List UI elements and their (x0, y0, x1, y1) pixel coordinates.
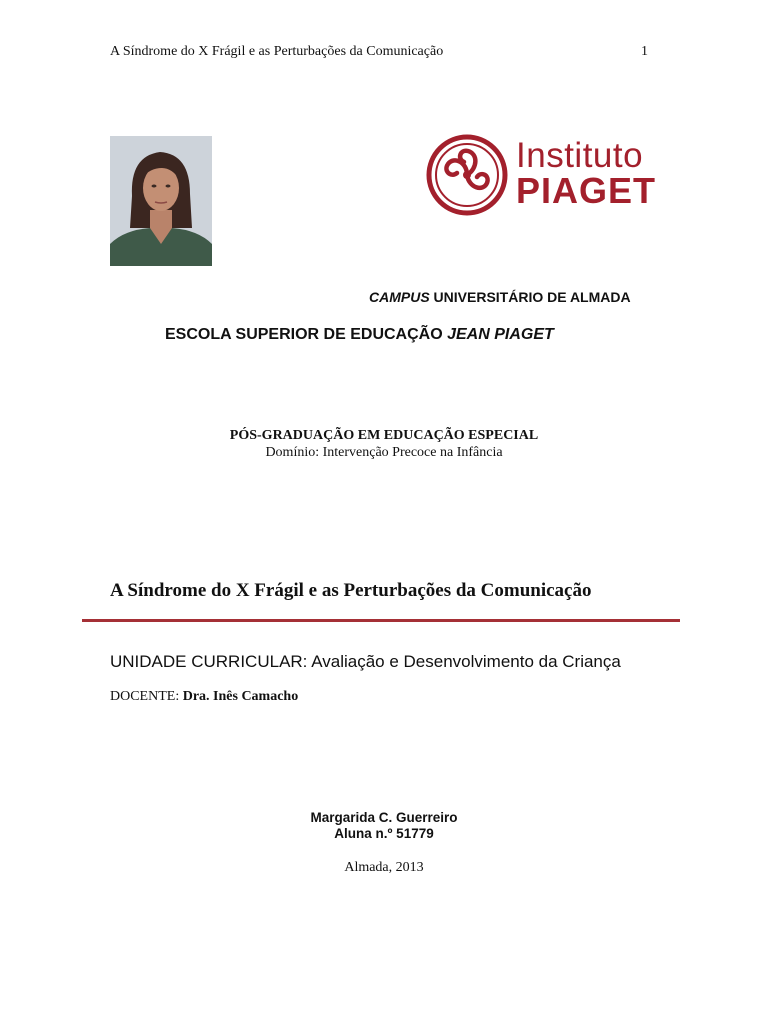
author-photo (110, 136, 212, 266)
teacher-label: DOCENTE: (110, 689, 183, 704)
campus-heading (369, 289, 631, 305)
teacher-name: Dra. Inês Camacho (182, 689, 299, 704)
triskele-logo-icon (424, 134, 510, 216)
title-divider (82, 619, 680, 622)
school-italic: JEAN PIAGET (447, 326, 554, 343)
logo-text-piaget: PIAGET (516, 170, 657, 211)
course-name: Avaliação e Desenvolvimento da Criança (307, 652, 621, 671)
author-portrait-image (110, 136, 212, 266)
campus-rest: UNIVERSITÁRIO DE ALMADA (429, 289, 631, 305)
program-title: PÓS-GRADUAÇÃO EM EDUCAÇÃO ESPECIAL (229, 428, 539, 443)
school-heading (165, 326, 554, 344)
instituto-piaget-logo (424, 134, 674, 216)
school-prefix: ESCOLA SUPERIOR DE EDUCAÇÃO (165, 326, 448, 343)
running-header-title: A Síndrome do X Frágil e as Perturbações da Comunicação (110, 44, 444, 59)
campus-italic: CAMPUS (369, 289, 430, 305)
student-number: Aluna n.º 51779 (334, 826, 434, 841)
place-date: Almada, 2013 (344, 860, 424, 875)
author-name: Margarida C. Guerreiro (310, 810, 458, 825)
course-unit (110, 652, 621, 672)
page-number: 1 (641, 44, 648, 59)
work-title: A Síndrome do X Frágil e as Perturbações da Comunicação (110, 580, 592, 601)
course-label: UNIDADE CURRICULAR: (110, 652, 308, 671)
logo-text-instituto: Instituto (516, 136, 644, 175)
teacher-line (110, 689, 298, 705)
program-domain: Domínio: Intervenção Precoce na Infância (265, 445, 503, 460)
